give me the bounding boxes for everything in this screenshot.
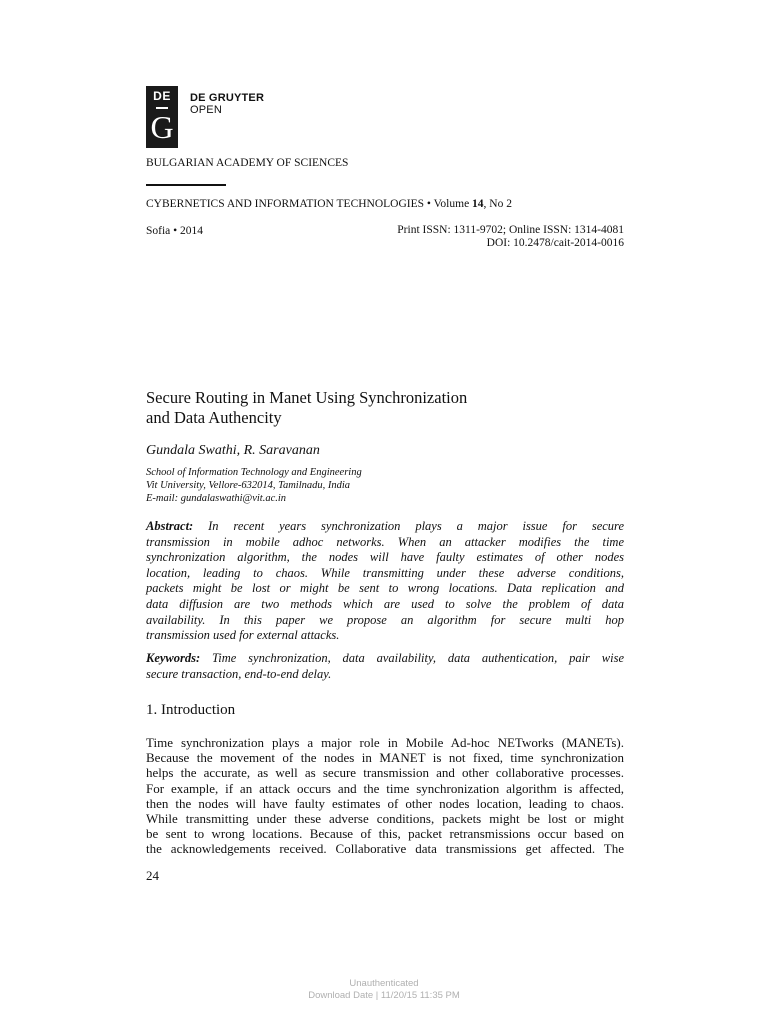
abstract-line: synchronization algorithm, the nodes will have faulty estimates of other nodes [146, 550, 624, 565]
academy-name: BULGARIAN ACADEMY OF SCIENCES [146, 157, 349, 169]
authors: Gundala Swathi, R. Saravanan [146, 443, 320, 458]
body-line: be sent to wrong locations. Because of this, packet retransmissions occur based on [146, 826, 624, 842]
issn: Print ISSN: 1311-9702; Online ISSN: 1314-4081 [397, 224, 624, 236]
watermark-line-2: Download Date | 11/20/15 11:35 PM [308, 990, 460, 1001]
body-line: While transmitting under these adverse conditions, packets might be lost or might [146, 810, 624, 826]
watermark-line-1: Unauthenticated [349, 978, 419, 989]
logo-top-text: DE [153, 89, 171, 103]
journal-line [146, 198, 512, 210]
page-number: 24 [146, 868, 159, 883]
keywords-label: Keywords: [146, 651, 201, 665]
publisher-name: DE GRUYTER [190, 92, 265, 104]
abstract-label: Abstract: [146, 519, 194, 533]
publisher-logo [146, 86, 178, 148]
keywords-line: Keywords: Time synchronization, data availability, data authentication, pair wise [146, 651, 624, 665]
abstract-line: data diffusion are two methods which are used to solve the problem of data [146, 596, 624, 611]
journal-issue: , No 2 [483, 198, 512, 210]
body-line: Time synchronization plays a major role in Mobile Ad-hoc NETworks (MANETs). [146, 735, 624, 750]
issn-block [330, 224, 624, 250]
title-line-1: Secure Routing in Manet Using Synchronization [146, 388, 468, 407]
paper-title [146, 388, 467, 428]
abstract [146, 519, 624, 644]
body-text [146, 735, 624, 857]
body-line: the acknowledgements received. Collaborative data transmissions get affected. The [146, 841, 624, 857]
title-line-2: and Data Authencity [146, 408, 282, 427]
affiliation [146, 466, 362, 505]
affiliation-line-1: School of Information Technology and Engineering [146, 467, 362, 478]
keywords [146, 651, 624, 682]
keywords-line: secure transaction, end-to-end delay. [146, 666, 332, 681]
abstract-line: packets might be lost or might be sent to wrong locations. Data replication and [146, 581, 624, 596]
abstract-line: location, leading to chaos. While transmitting under these adverse conditions, [146, 565, 624, 580]
body-line: For example, if an attack occurs and the time synchronization algorithm is affected, [146, 780, 624, 796]
section-heading: 1. Introduction [146, 702, 236, 718]
doi: DOI: 10.2478/cait-2014-0016 [486, 237, 624, 249]
body-line: then the nodes will have faulty estimates of other nodes location, leading to chaos. [146, 795, 624, 811]
abstract-line: availability. In this paper we propose an algorithm for secure multi hop [146, 612, 624, 627]
journal-volume: 14 [472, 198, 484, 210]
journal-name: CYBERNETICS AND INFORMATION TECHNOLOGIES • Volume [146, 198, 473, 210]
affiliation-line-2: Vit University, Vellore-632014, Tamilnadu, India [146, 480, 351, 491]
affiliation-email: E-mail: gundalaswathi@vit.ac.in [146, 493, 287, 504]
abstract-line: Abstract: In recent years synchronization plays a major issue for secure [146, 519, 624, 533]
publisher-subname: OPEN [190, 104, 222, 116]
body-line: helps the accurate, as well as secure transmission and other collaborative processes. [146, 765, 624, 781]
header-rule [146, 184, 226, 186]
logo-bottom-text: G [150, 109, 174, 145]
abstract-line: transmission used for external attacks. [146, 628, 340, 643]
body-line: Because the movement of the nodes in MANET is not fixed, time synchronization [146, 750, 624, 766]
download-watermark [284, 978, 484, 1002]
abstract-line: transmission in mobile adhoc networks. When an attacker modifies the time [146, 534, 624, 549]
place-year: Sofia • 2014 [146, 225, 204, 237]
